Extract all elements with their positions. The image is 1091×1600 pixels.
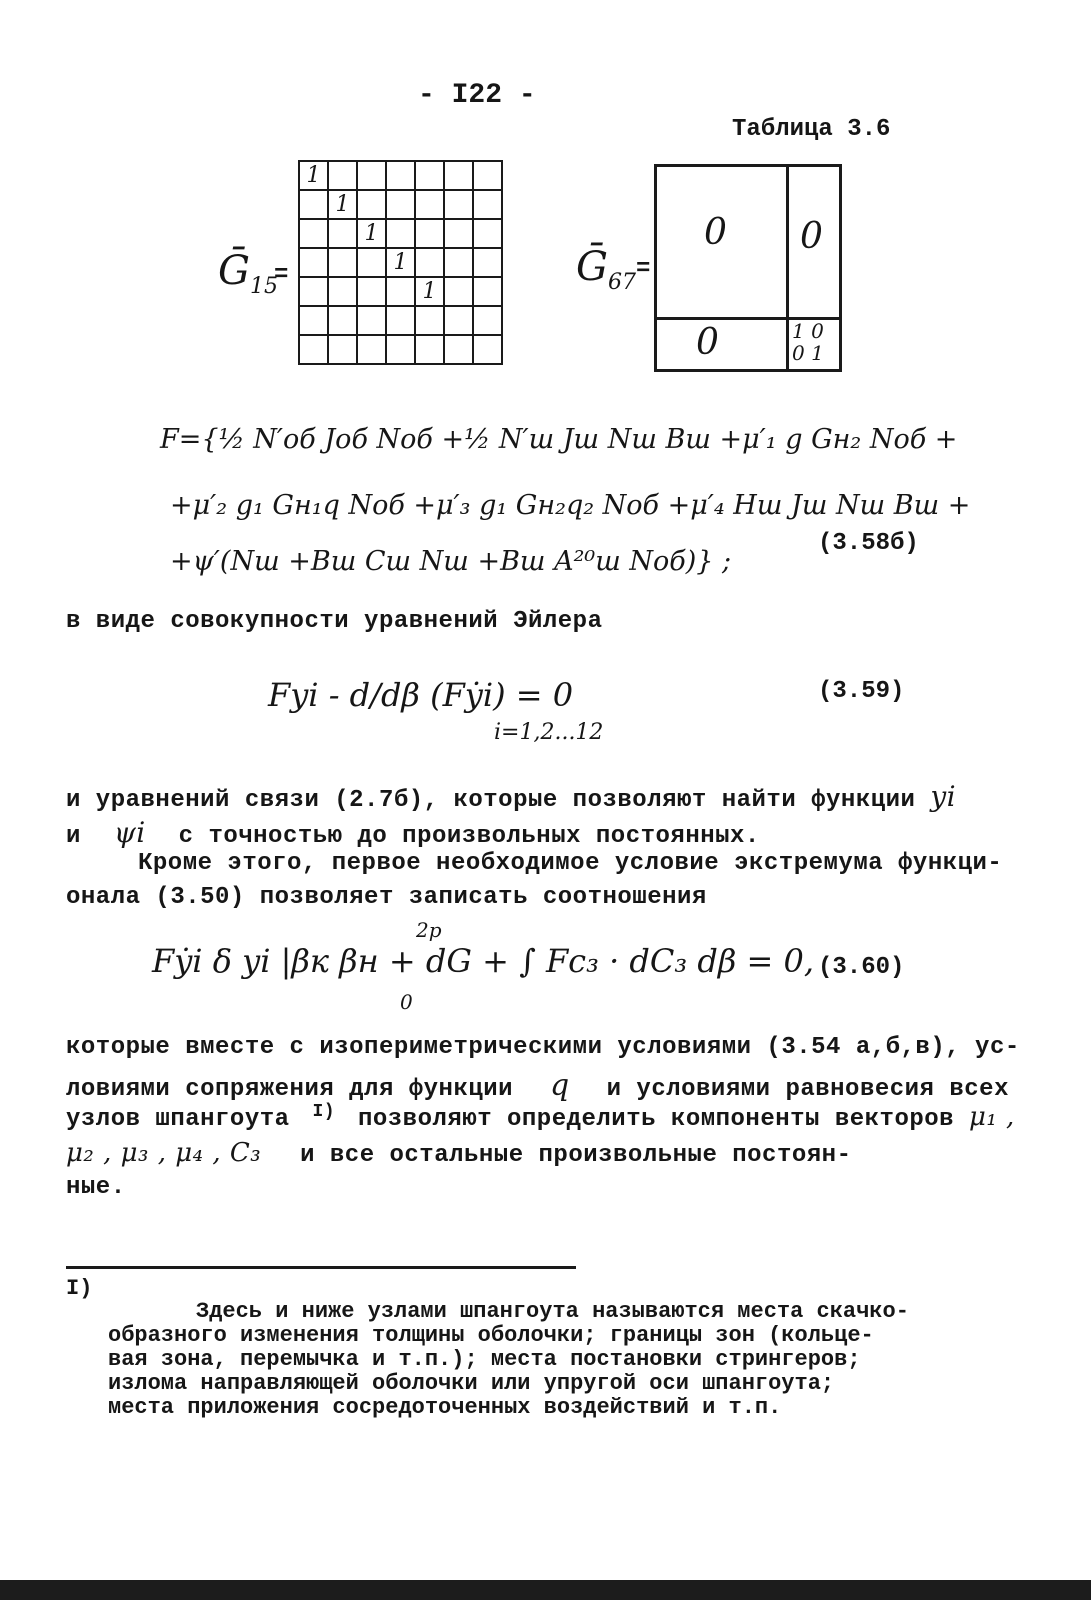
matrix-g67-zero-bottom-left: 0	[696, 322, 719, 363]
matrix-g15-label: Ḡ$_{15}$	[218, 248, 278, 299]
table-label: Таблица 3.6	[732, 116, 891, 143]
footnote-reference: I)	[312, 1102, 336, 1122]
scan-bottom-edge	[0, 1580, 1091, 1600]
text-euler: в виде совокупности уравнений Эйлера	[66, 608, 603, 635]
formula-3-58-line1: F={½ N′об Jоб Nоб +½ N′ш Jш Nш Bш +μ′₁ g Gн₂ Nоб +	[160, 424, 958, 455]
matrix-cell-one: 1	[357, 219, 386, 248]
formula-3-59: Fyi - d/dβ (Fẏi) = 0	[268, 676, 574, 714]
matrix-g67-label: Ḡ$_{67}$	[576, 244, 636, 295]
para1-line1: и уравнений связи (2.7б), которые позволяют найти функции yi	[66, 780, 957, 814]
matrix-g67-divider-vertical	[786, 164, 789, 372]
symbol-vector-list: μ₂ , μ₃ , μ₄ , C₃	[66, 1138, 262, 1168]
para2-line1: Кроме этого, первое необходимое условие экстремума функци-	[138, 850, 1003, 877]
formula-3-60-upper-limit: 2p	[416, 918, 442, 942]
symbol-q: q	[549, 1068, 570, 1103]
symbol-psi-i: ψi	[113, 816, 146, 849]
para2-line2: онала (3.50) позволяет записать соотношения	[66, 884, 707, 911]
footnote-line: места приложения сосредоточенных воздействий и т.п.	[108, 1395, 782, 1420]
page-number: - I22 -	[418, 80, 536, 111]
matrix-g67-zero-top-left: 0	[704, 212, 727, 253]
formula-3-58-line3: +ψ′(Nш +Bш Cш Nш +Bш A²⁰ш Nоб)} ;	[170, 546, 732, 577]
para3-line3: узлов шпангоута $^{I)}$ позволяют определить компоненты векторов μ₁ ,	[66, 1102, 1015, 1133]
footnote-line: излома направляющей оболочки или упругой оси шпангоута;	[108, 1371, 835, 1396]
equation-number-3-58: (3.58б)	[818, 530, 919, 557]
footnote-line: вая зона, перемычка и т.п.); места постановки стрингеров;	[108, 1347, 861, 1372]
symbol-yi: yi	[930, 780, 957, 813]
formula-3-60-lower-limit: 0	[400, 990, 413, 1014]
para1-line2: и ψi с точностью до произвольных постоянных.	[66, 816, 760, 850]
footnote-mark: I)	[66, 1276, 93, 1301]
formula-3-58-line2: +μ′₂ g₁ Gн₁q Nоб +μ′₃ g₁ Gн₂q₂ Nоб +μ′₄ Hш Jш Nш Bш +	[170, 490, 971, 521]
symbol-mu1: μ₁ ,	[968, 1102, 1015, 1132]
matrix-g15-grid	[298, 160, 503, 365]
formula-3-60: Fẏi δ yi |βк βн + dG + ∫ Fc₃ · dC₃ dβ = 0,	[152, 942, 815, 980]
para3-line4: μ₂ , μ₃ , μ₄ , C₃ и все остальные произвольные постоян-	[66, 1138, 852, 1169]
matrix-g15-equals: =	[274, 262, 289, 289]
matrix-cell-one: 1	[328, 190, 357, 219]
matrix-cell-one: 1	[415, 277, 444, 306]
matrix-cell-one: 1	[386, 248, 415, 277]
matrix-g67-equals: =	[636, 256, 651, 283]
matrix-cell-one: 1	[299, 161, 328, 190]
matrix-g67-zero-top-right: 0	[800, 216, 823, 257]
para3-line2: ловиями сопряжения для функции q и условиями равновесия всех	[66, 1068, 1009, 1103]
equation-number-3-60: (3.60)	[818, 954, 905, 981]
footnote-separator	[66, 1266, 576, 1269]
para3-line1: которые вместе с изопериметрическими условиями (3.54 а,б,в), ус-	[66, 1034, 1020, 1061]
matrix-g67-identity: 1 0 0 1	[792, 319, 824, 365]
footnote-line: Здесь и ниже узлами шпангоута называются места скачко-	[196, 1299, 909, 1324]
formula-3-59-subscript: i=1,2...12	[494, 720, 604, 745]
equation-number-3-59: (3.59)	[818, 678, 905, 705]
para3-line5: ные.	[66, 1174, 126, 1201]
footnote-line: образного изменения толщины оболочки; границы зон (кольце-	[108, 1323, 874, 1348]
